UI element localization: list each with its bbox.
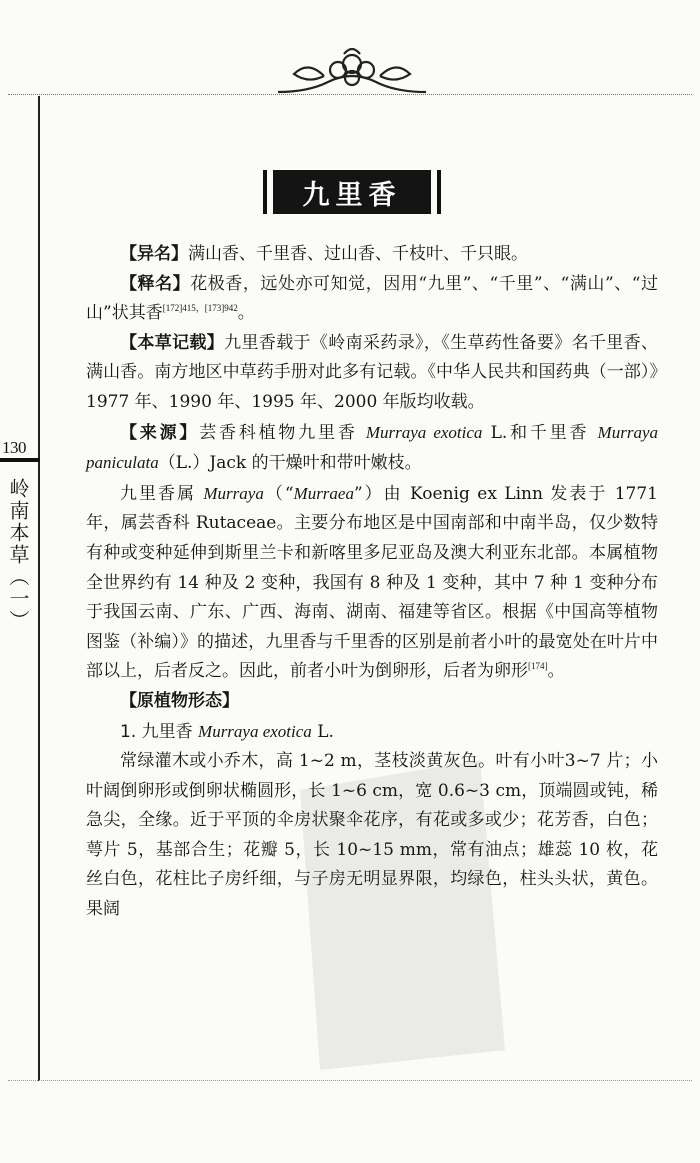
citation: [172]415，[173]942 — [162, 303, 238, 314]
title-bar-left — [263, 170, 267, 214]
page-number: 130 — [2, 438, 26, 457]
title-bar-right — [437, 170, 441, 214]
alias-text: 满山香、千里香、过山香、千枝叶、千只眼。 — [188, 244, 528, 264]
label-morphology: 【原植物形态】 — [120, 690, 239, 711]
source-text: 芸香科植物九里香 — [199, 422, 366, 443]
genus-text: 九里香属 — [120, 483, 204, 504]
genus-text: （“ — [263, 483, 294, 504]
paragraph-alias — [86, 240, 658, 270]
genus-text: ”）由 Koenig ex Linn 发表于 1771 年，属芸香科 Rutaceae。主要分布地区是中国南部和中南半岛，仅少数特有种或变种延伸到斯里兰卡和新喀里多尼亚岛及澳大利亚东北部。本属植物全世界约有 14 种及 2 变种，我国有 8 种及 1 变种，其中 7 种 1 变种分布于我国云南、广东、广西、海南、湖南、福建等省区。根据《中国高等植物图鉴（补编）》的描述，九里香与千里香的区别是前者小叶的最宽处在叶片中部以上，后者反之。因此，前者小叶为倒卵形，后者为卵形 — [86, 483, 658, 682]
body-text — [86, 240, 658, 925]
label-records: 【本草记载】 — [120, 332, 225, 353]
label-alias: 【异名】 — [120, 244, 188, 264]
section-title-box — [263, 170, 441, 214]
section-title: 九里香 — [273, 170, 431, 214]
source-text: （L.）Jack 的干燥叶和带叶嫩枝。 — [158, 453, 422, 474]
book-side-title: 岭南本草（一） — [6, 478, 30, 632]
morphology-text: 常绿灌木或小乔木，高 1~2 m，茎枝淡黄灰色。叶有小叶3~7 片；小叶阔倒卵形或倒卵状椭圆形，长 1~6 cm，宽 0.6~3 cm，顶端圆或钝，稀急尖，全缘。近于平顶的伞房状聚伞花序，有花或多或少；花芳香，白色；萼片 5，基部合生；花瓣 5，长 10~15 mm，常有油点；雄蕊 10 枚，花丝白色，花柱比子房纤细，与子房无明显界限，均绿色，柱头头状，黄色。果阔 — [86, 751, 658, 920]
latin-name: Murraya — [203, 483, 264, 503]
label-source: 【来源】 — [120, 422, 200, 443]
latin-name: Murraea — [293, 483, 354, 503]
latin-name: Murraya exotica — [365, 422, 483, 442]
item-prefix: 1. 九里香 — [120, 721, 199, 742]
page-number-rule — [0, 458, 40, 462]
records-text: 九里香载于《岭南采药录》，《生草药性备要》名千里香、满山香。南方地区中草药手册对此多有记载。《中华人民共和国药典（一部）》1977 年、1990 年、1995 年、2000 年版均收载。 — [86, 332, 659, 412]
label-name-origin: 【释名】 — [120, 273, 191, 294]
paragraph-name-origin — [86, 270, 658, 329]
paragraph-morphology-heading — [86, 687, 658, 717]
paragraph-genus — [86, 479, 658, 687]
knot-ornament-icon — [268, 40, 436, 102]
latin-name: Murraya paniculata — [86, 422, 658, 473]
bottom-rule — [8, 1080, 692, 1081]
latin-name: Murraya exotica — [198, 721, 312, 741]
margin-line — [38, 96, 40, 1081]
period: 。 — [237, 303, 255, 324]
paragraph-source — [86, 418, 658, 479]
item-suffix: L. — [311, 721, 334, 742]
period: 。 — [547, 661, 565, 682]
citation: [174] — [528, 661, 548, 672]
paragraph-records — [86, 329, 658, 418]
morphology-item-heading — [86, 717, 658, 748]
source-text: L.和千里香 — [482, 422, 598, 443]
name-origin-text: 花极香，远处亦可知觉，因用“九里”、“千里”、“满山”、“过山”状其香 — [86, 273, 658, 324]
